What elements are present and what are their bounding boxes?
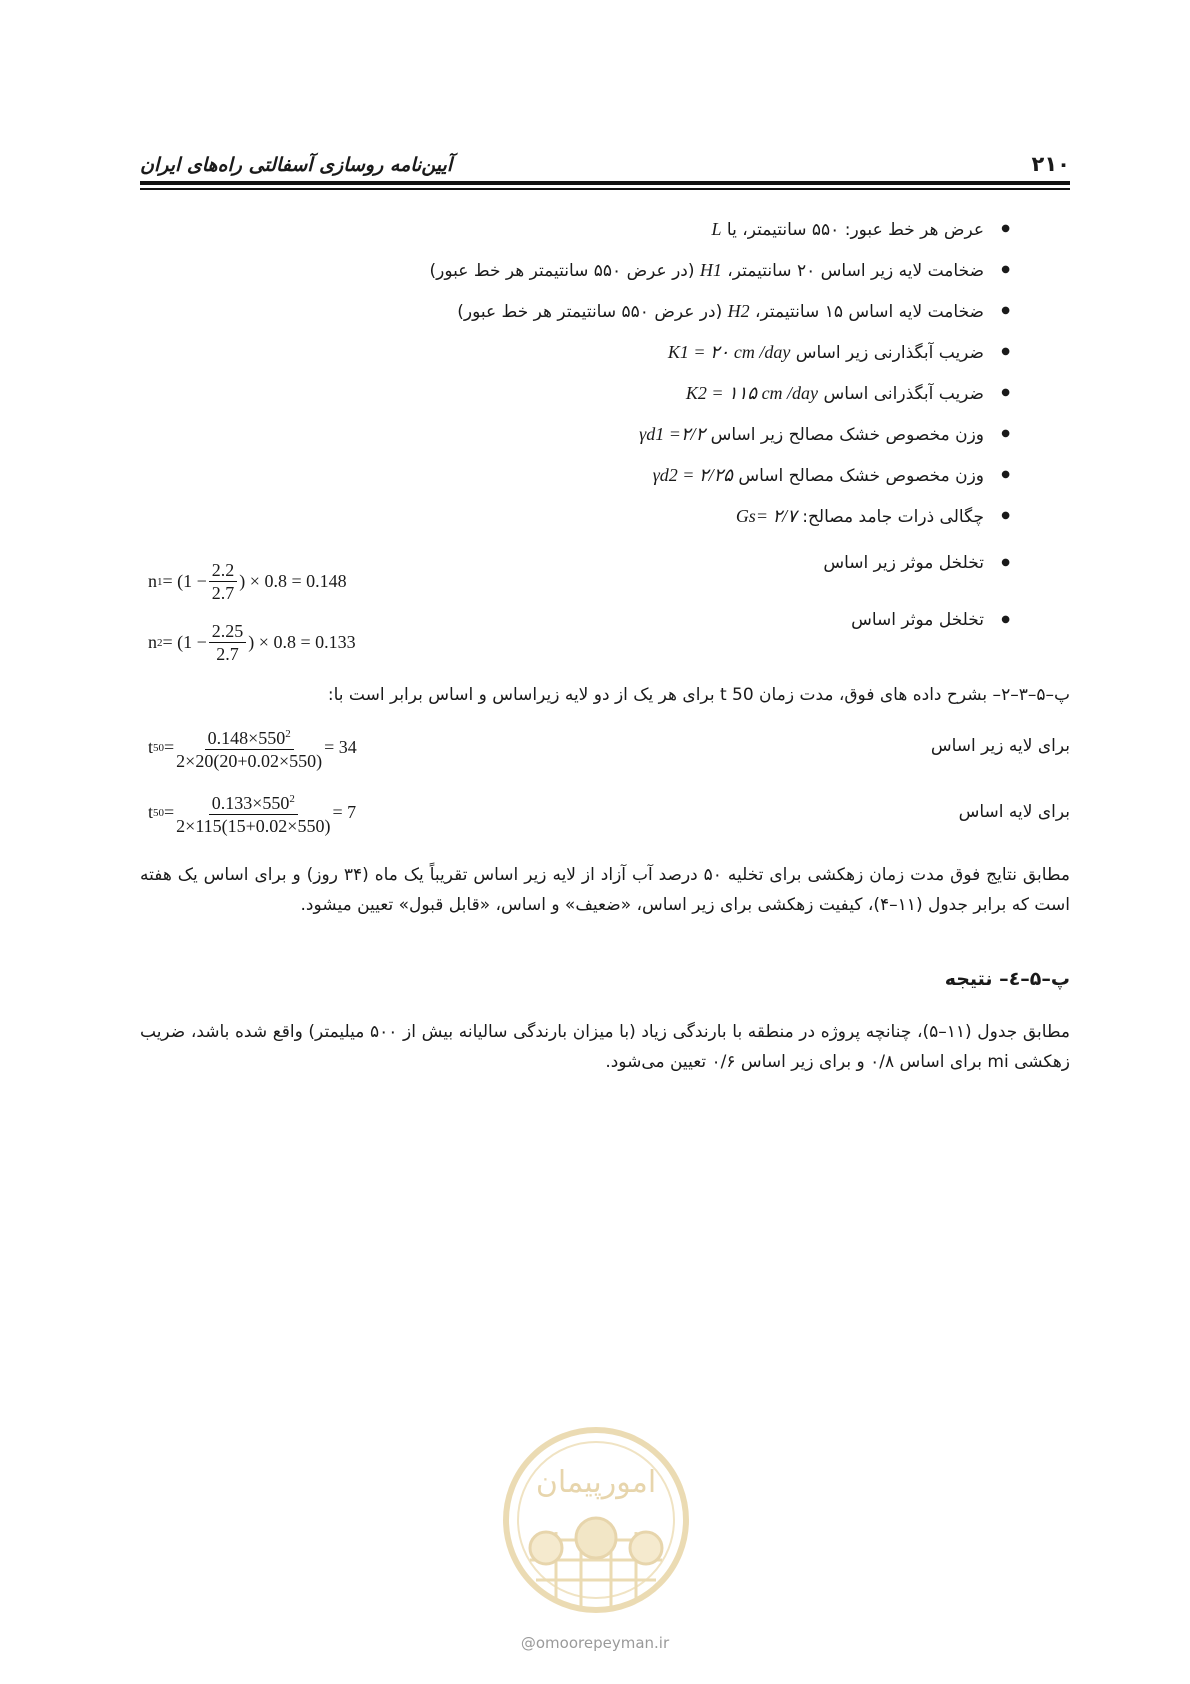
header-title: آیین‌نامه روسازی آسفالتی راه‌های ایران xyxy=(140,154,453,176)
bullet-symbol: γd2 = ۲/۲۵ xyxy=(652,465,733,485)
label-subbase: برای لایه زیر اساس xyxy=(930,736,1070,756)
watermark-logo xyxy=(486,1420,706,1630)
formula-t50-base: t 50 = $\frac{0.133\times 550^2}{2\times 115(15+0.02\times 550)}$ = 7 xyxy=(148,789,356,836)
watermark-logo-text: امورپیمان xyxy=(535,1465,657,1500)
formula-n1: n 1 = (1 − $\frac{2.2}{2.7}$ ) × 0.8 = 0.148 xyxy=(148,560,347,603)
bullet-symbol: K1 = ۲۰ cm /day xyxy=(667,342,791,362)
watermark-url: @omoorepeyman.ir xyxy=(520,1634,670,1652)
header-rule-thick xyxy=(140,181,1070,185)
fraction: $\frac{2.2}{2.7}$ xyxy=(209,560,238,603)
bullet-symbol: H1 xyxy=(699,260,722,280)
label-base: برای لایه اساس xyxy=(958,802,1070,822)
bullet-text: ضریب آبگذارنی زیر اساس xyxy=(790,343,984,363)
bullet-subbase-porosity xyxy=(823,548,1010,578)
bullet-symbol: L xyxy=(711,219,722,239)
bullet-symbol: γd1 =۲/۲ xyxy=(639,424,706,444)
bullet-base-thickness xyxy=(457,296,1010,326)
page-number: ۲۱۰ xyxy=(1031,152,1070,176)
header-rule-thin xyxy=(140,188,1070,190)
bullet-base-dry-density xyxy=(653,460,1010,490)
bullet-text: چگالی ذرات جامد مصالح: xyxy=(796,507,984,527)
bullet-text-tail: (در عرض ۵۵۰ سانتیمتر هر خط عبور) xyxy=(429,261,700,281)
fraction: $\frac{2.25}{2.7}$ xyxy=(209,621,247,664)
bullet-subbase-dry-density xyxy=(639,419,1010,449)
fraction: $\frac{0.148\times 550^2}{2\times 20(20+0.02\times 550)}$ xyxy=(176,724,322,771)
formula-t50-subbase: t 50 = $\frac{0.148\times 550^2}{2\times 20(20+0.02\times 550)}$ = 34 xyxy=(148,724,357,771)
bullet-specific-gravity xyxy=(736,501,1010,531)
bullet-text: عرض هر خط عبور: ۵۵۰ سانتیمتر، یا xyxy=(721,220,984,240)
bullet-text: وزن مخصوص خشک مصالح زیر اساس xyxy=(705,425,984,445)
bullet-base-permeability xyxy=(686,378,1010,408)
section-heading: پ–۵–٤– نتیجه xyxy=(944,968,1070,990)
bullet-text: تخلخل موثر اساس xyxy=(851,610,984,630)
formula-n2: n 2 = (1 − $\frac{2.25}{2.7}$ ) × 0.8 = 0.133 xyxy=(148,621,356,664)
bullet-symbol: Gs= ۲/۷ xyxy=(735,506,797,526)
bullet-base-porosity xyxy=(851,605,1010,635)
fraction: $\frac{0.133\times 550^2}{2\times 115(15+0.02\times 550)}$ xyxy=(176,789,330,836)
paragraph-conclusion: مطابق جدول (۱۱–۵)، چنانچه پروژه در منطقه با بارندگی زیاد (با میزان بارندگی سالیانه بیش از ۵۰۰ میلیمتر) واقع شده باشد، ضریب زهکشی mi برای اساس ۰/۸ و برای زیر اساس ۰/۶ تعیین می‌شود. xyxy=(140,1022,1071,1072)
bullet-subbase-thickness xyxy=(430,255,1010,285)
bullet-text: ضخامت لایه اساس ۱۵ سانتیمتر، xyxy=(749,302,984,322)
bullet-symbol: H2 xyxy=(727,301,750,321)
bullet-subbase-permeability xyxy=(668,337,1010,367)
page-header xyxy=(140,148,1070,178)
bullet-text: تخلخل موثر زیر اساس xyxy=(823,553,984,573)
bullet-text: وزن مخصوص خشک مصالح اساس xyxy=(732,466,984,486)
bullet-lane-width xyxy=(712,214,1010,244)
bullet-text: ضخامت لایه زیر اساس ۲۰ سانتیمتر، xyxy=(721,261,984,281)
paragraph-results: مطابق نتایج فوق مدت زمان زهکشی برای تخلیه ۵۰ درصد آب آزاد از لایه زیر اساس تقریباً یک ماه (۳۴ روز) و برای اساس یک هفته است که برابر جدول (۱۱–۴)، کیفیت زهکشی برای زیر اساس، «ضعیف» و اساس، «قابل قبول» تعیین میشود. xyxy=(140,865,1070,915)
intro-line: پ–۵–۳–۲– بشرح داده های فوق، مدت زمان t 50 برای هر یک از دو لایه زیراساس و اساس برابر است با: xyxy=(327,685,1070,705)
bullet-text-tail: (در عرض ۵۵۰ سانتیمتر هر خط عبور) xyxy=(457,302,728,322)
bullet-symbol: K2 = ۱۱۵ cm /day xyxy=(685,383,819,403)
bullet-text: ضریب آبگذرانی اساس xyxy=(818,384,984,404)
